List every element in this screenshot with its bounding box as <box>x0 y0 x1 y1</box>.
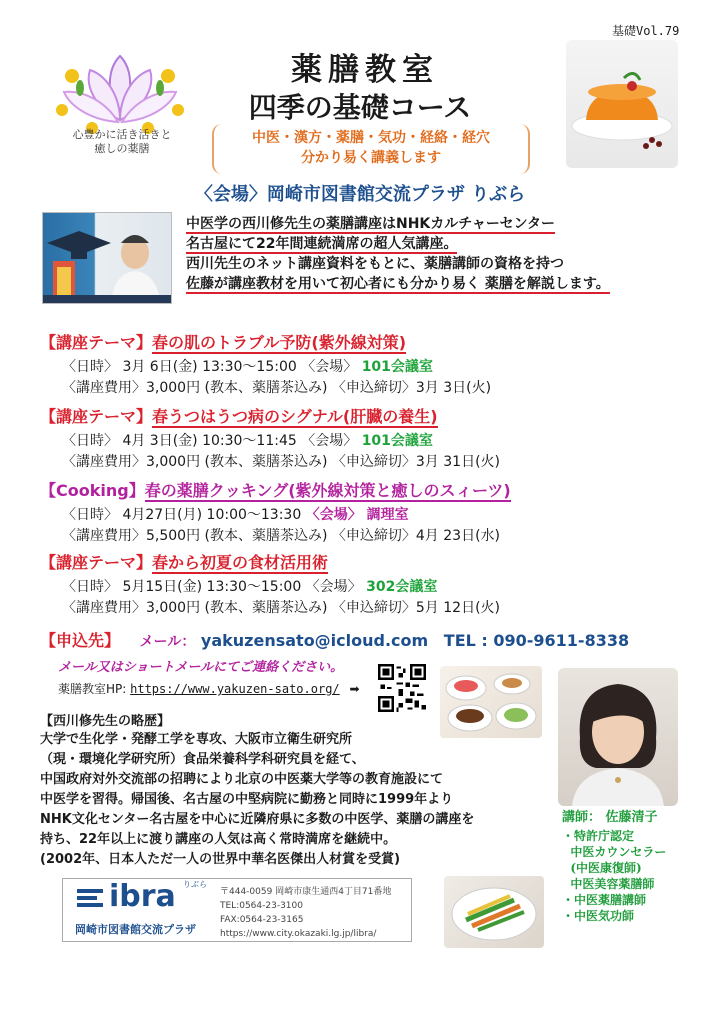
lecturer-name: 講師： 佐藤清子 <box>562 810 658 825</box>
bio-line: 中医学を習得。帰国後、名古屋の中堅病院に勤務と同時に1999年より <box>40 792 454 807</box>
hp-label: 薬膳教室HP: <box>58 682 131 696</box>
session-3 <box>40 478 680 547</box>
session-date: 〈日時〉 5月15日(金) 13:30〜15:00 〈会場〉 <box>62 579 362 595</box>
session-1 <box>40 330 680 399</box>
email-link[interactable]: yakuzensato@icloud.com <box>200 631 429 650</box>
libra-tel: TEL:0564-23-3100 <box>220 901 303 911</box>
session-label: 【Cooking】 <box>40 481 145 500</box>
logo-caption <box>48 128 196 156</box>
teacher-lecture-photo <box>42 212 172 304</box>
session-date: 〈日時〉 4月 3日(金) 10:30〜11:45 〈会場〉 <box>62 433 358 449</box>
qr-code[interactable] <box>378 664 426 712</box>
lecturer-credential: 中医カウンセラー <box>562 845 667 859</box>
intro-text <box>186 214 676 294</box>
session-room: 101会議室 <box>361 433 433 449</box>
lecturer-info <box>562 810 692 924</box>
dish-photo <box>444 876 544 948</box>
lecturer-portrait <box>558 668 678 806</box>
page-title: 薬膳教室 <box>291 52 439 88</box>
session-title: 春の薬膳クッキング(紫外線対策と癒しのスィーツ) <box>144 481 511 500</box>
session-title: 春から初夏の食材活用術 <box>152 553 329 572</box>
session-room: 〈会場〉 調理室 <box>305 507 409 523</box>
session-date: 〈日時〉 4月27日(月) 10:00〜13:30 <box>62 507 302 523</box>
libra-logo-text: ibra <box>109 879 176 914</box>
libra-fax: FAX:0564-23-3165 <box>220 915 304 925</box>
lecturer-credential: ・中医気功師 <box>562 909 635 923</box>
session-fee: 〈講座費用〉3,000円 (教本、薬膳茶込み) 〈申込締切〉5月 12日(火) <box>62 600 500 616</box>
hp-link[interactable]: https://www.yakuzen-sato.org/ <box>130 682 340 696</box>
topics-line2: 分かり易く講義します <box>301 150 441 166</box>
session-fee: 〈講座費用〉3,000円 (教本、薬膳茶込み) 〈申込締切〉3月 31日(火) <box>62 454 500 470</box>
bio-line: 持ち、22年以上に渡り講座の人気は高く常時満席を継続中。 <box>40 832 397 847</box>
intro-line3: 西川先生のネット講座資料をもとに、薬膳講師の資格を持つ <box>186 256 564 272</box>
intro-line2: 名古屋にて22年間連続満席の超人気講座。 <box>186 236 458 252</box>
session-title: 春の肌のトラブル予防(紫外線対策) <box>152 333 407 352</box>
bio-line: (2002年、日本人ただ一人の世界中華名医傑出人材賞を受賞) <box>40 852 401 867</box>
page-subtitle: 四季の基礎コース <box>248 91 472 124</box>
libra-contact <box>220 885 391 941</box>
session-room: 302会議室 <box>366 579 438 595</box>
libra-name: 岡崎市図書館交流プラザ <box>75 923 196 936</box>
dessert-photo <box>566 40 678 168</box>
libra-address: 〒444-0059 岡崎市康生通西4丁目71番地 <box>220 887 392 897</box>
session-date: 〈日時〉 3月 6日(金) 13:30〜15:00 〈会場〉 <box>62 359 358 375</box>
food-photo <box>440 666 542 738</box>
libra-url[interactable]: https://www.city.okazaki.lg.jp/libra/ <box>220 929 377 939</box>
session-label: 【講座テーマ】 <box>40 333 153 352</box>
arrow-icon: ➡ <box>349 682 360 696</box>
intro-line4: 佐藤が講座教材を用いて初心者にも分かり易く 薬膳を解説します。 <box>186 276 610 292</box>
bio-heading: 【西川修先生の略歴】 <box>40 714 171 729</box>
homepage-row <box>58 680 360 697</box>
session-title: 春うつはうつ病のシグナル(肝臓の養生) <box>152 407 438 426</box>
logo-caption-line1: 心豊かに活き活きと <box>72 128 172 141</box>
session-fee: 〈講座費用〉3,000円 (教本、薬膳茶込み) 〈申込締切〉3月 3日(火) <box>62 380 492 396</box>
volume-label: 基礎Vol.79 <box>612 24 680 38</box>
apply-note: メール又はショートメールにてご連絡ください。 <box>58 660 344 675</box>
mail-label: メール： <box>139 634 196 650</box>
lecturer-credential: 中医美容薬膳師 <box>562 877 655 891</box>
libra-logo-mark-icon <box>75 885 105 915</box>
session-label: 【講座テーマ】 <box>40 553 153 572</box>
apply-row <box>40 628 680 651</box>
intro-line1: 中医学の西川修先生の薬膳講座はNHKカルチャーセンター <box>186 216 556 232</box>
venue-heading: 〈会場〉岡崎市図書館交流プラザ りぶら <box>194 184 526 205</box>
session-2 <box>40 404 680 473</box>
lecturer-credential: ・中医薬膳講師 <box>562 893 647 907</box>
logo-caption-line2: 癒しの薬膳 <box>94 142 150 155</box>
bio-line: （現・環境化学研究所）食品栄養科学科研究員を経て、 <box>40 752 365 767</box>
topics-line1: 中医・漢方・薬膳・気功・経絡・経穴 <box>252 130 490 146</box>
bio-text <box>40 730 540 870</box>
bio-line: NHK文化センター名古屋を中心に近隣府県に多数の中医学、薬膳の講座を <box>40 812 475 827</box>
session-fee: 〈講座費用〉5,500円 (教本、薬膳茶込み) 〈申込締切〉4月 23日(水) <box>62 528 500 544</box>
bio-line: 大学で生化学・発酵工学を専攻、大阪市立衛生研究所 <box>40 732 353 747</box>
session-label: 【講座テーマ】 <box>40 407 153 426</box>
libra-logo-ruby: りぶら <box>183 880 207 889</box>
session-4 <box>40 550 680 619</box>
tel-number[interactable]: TEL : 090-9611-8338 <box>443 631 630 650</box>
topics-box <box>212 124 530 174</box>
session-room: 101会議室 <box>361 359 433 375</box>
bio-line: 中国政府対外交流部の招聘により北京の中医薬大学等の教育施設にて <box>40 772 444 787</box>
apply-label: 【申込先】 <box>40 631 121 650</box>
lecturer-credential: (中医康復師) <box>562 861 642 875</box>
lecturer-credential: ・特許庁認定 <box>562 829 635 843</box>
